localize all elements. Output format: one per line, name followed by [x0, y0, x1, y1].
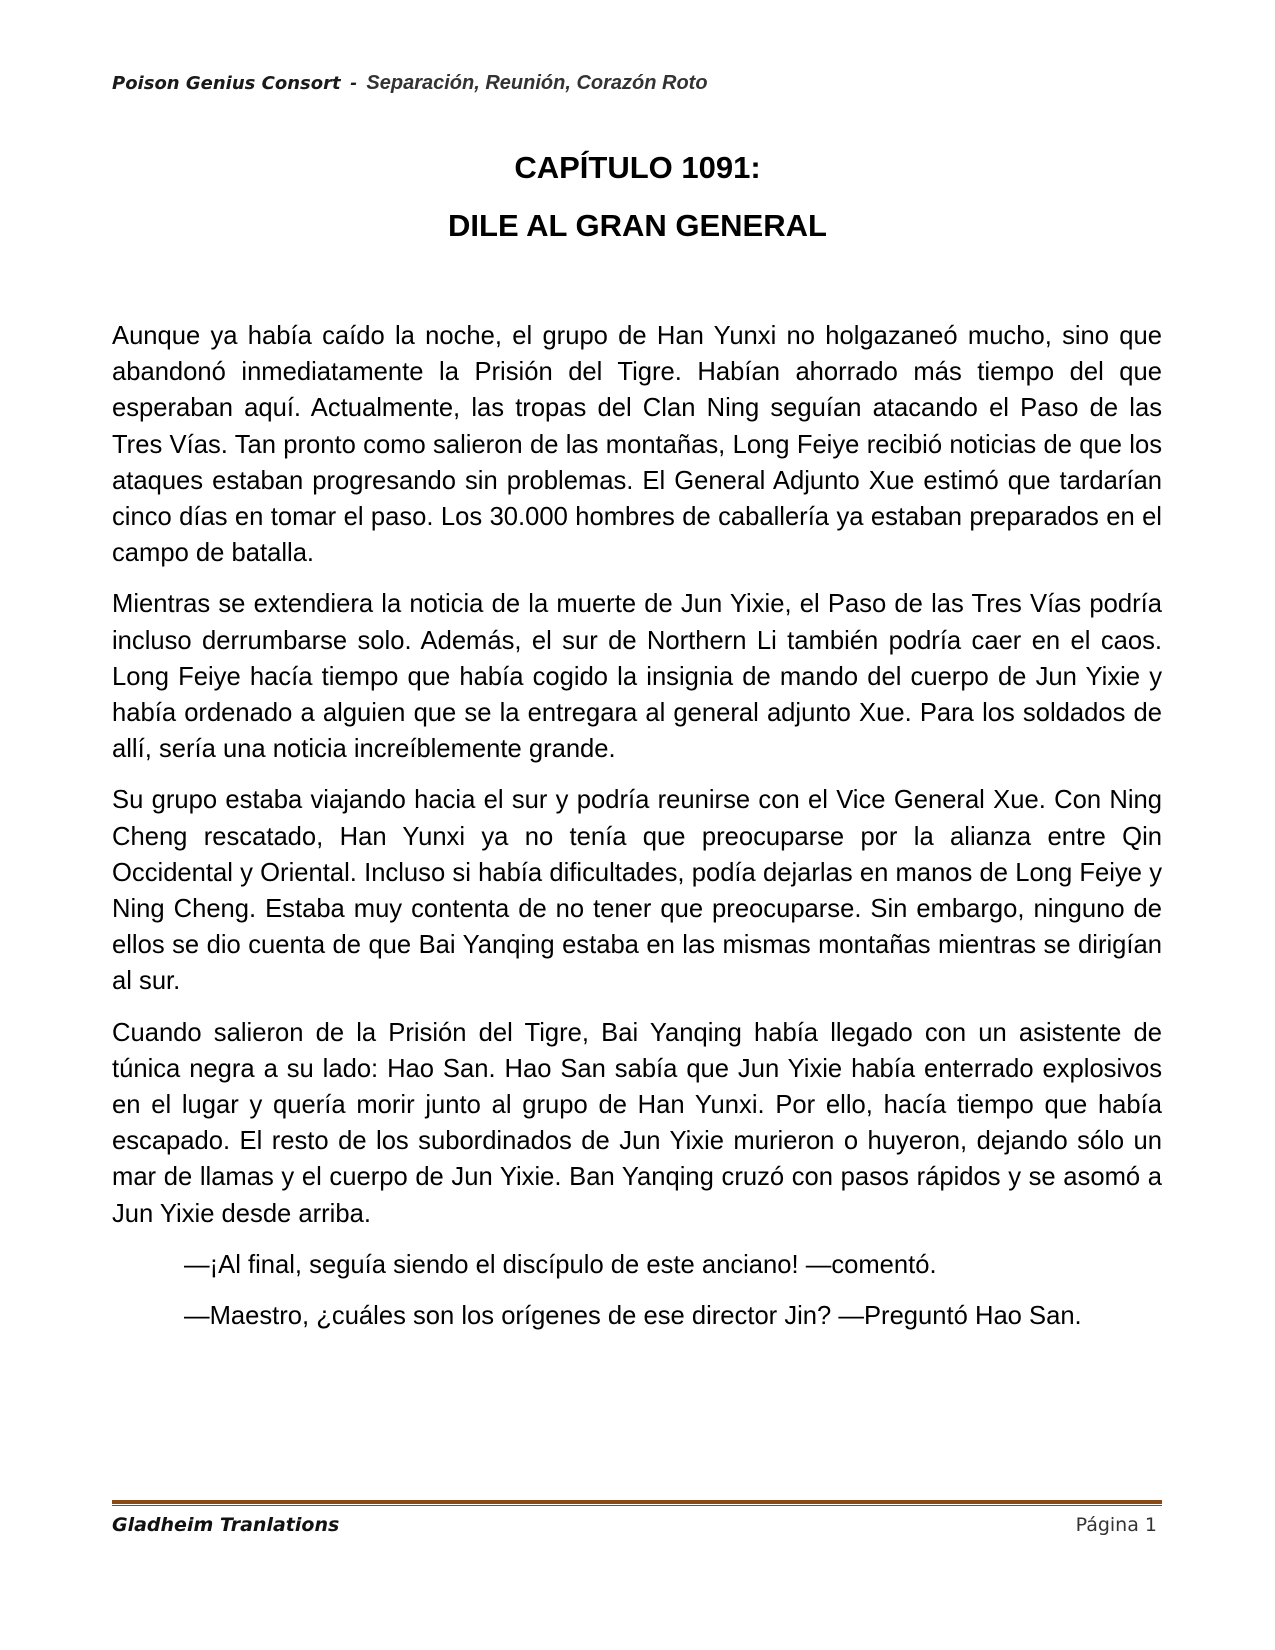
paragraph: Cuando salieron de la Prisión del Tigre, Bai Yanqing había llegado con un asistente de túnica negra a su lado: Hao San. Hao San sabía que Jun Yixie había enterrado explosivos en el lugar y quería morir junto al grupo de Han Yunxi. Por ello, hacía tiempo que había escapado. El resto de los subordinados de Jun Yixie murieron o huyeron, dejando sólo un mar de llamas y el cuerpo de Jun Yixie. Ban Yanqing cruzó con pasos rápidos y se asomó a Jun Yixie desde arriba.: [112, 1018, 1162, 1228]
footer-publisher: Gladheim Tranlations: [112, 1514, 340, 1536]
header-subtitle: Separación, Reunión, Corazón Roto: [366, 72, 708, 94]
page-number: Página 1: [1075, 1514, 1157, 1536]
paragraph: Mientras se extendiera la noticia de la muerte de Jun Yixie, el Paso de las Tres Vías podría incluso derrumbarse solo. Además, el sur de Northern Li también podría caer en el caos. Long Feiye hacía tiempo que había cogido la insignia de mando del cuerpo de Jun Yixie y había ordenado a alguien que se la entregara al general adjunto Xue. Para los soldados de allí, sería una noticia increíblemente grande.: [112, 590, 1162, 764]
paragraph: Su grupo estaba viajando hacia el sur y podría reunirse con el Vice General Xue. Con Ning Cheng rescatado, Han Yunxi ya no tenía que preocuparse por la alianza entre Qin Occidental y Oriental. Incluso si había dificultades, podía dejarlas en manos de Long Feiye y Ning Cheng. Estaba muy contenta de no tener que preocuparse. Sin embargo, ninguno de ellos se dio cuenta de que Bai Yanqing estaba en las mismas montañas mientras se dirigían al sur.: [112, 786, 1162, 996]
chapter-body: [112, 318, 1162, 1349]
dialogue-line: —Maestro, ¿cuáles son los orígenes de ese director Jin? —Preguntó Hao San.: [184, 1302, 1082, 1331]
footer-divider-thick: [112, 1500, 1162, 1504]
footer-divider: [112, 1500, 1162, 1507]
chapter-title: DILE AL GRAN GENERAL: [448, 208, 827, 243]
book-title: Poison Genius Consort: [112, 73, 341, 94]
dialogue-line: —¡Al final, seguía siendo el discípulo de este anciano! —comentó.: [184, 1250, 937, 1279]
chapter-number: CAPÍTULO 1091:: [514, 150, 761, 185]
header-separator: -: [350, 72, 357, 94]
paragraph: Aunque ya había caído la noche, el grupo de Han Yunxi no holgazaneó mucho, sino que abandonó inmediatamente la Prisión del Tigre. Habían ahorrado más tiempo del que esperaban aquí. Actualmente, las tropas del Clan Ning seguían atacando el Paso de las Tres Vías. Tan pronto como salieron de las montañas, Long Feiye recibió noticias de que los ataques estaban progresando sin problemas. El General Adjunto Xue estimó que tardarían cinco días en tomar el paso. Los 30.000 hombres de caballería ya estaban preparados en el campo de batalla.: [112, 322, 1162, 568]
running-header: [112, 72, 708, 95]
footer-divider-thin: [112, 1505, 1162, 1506]
